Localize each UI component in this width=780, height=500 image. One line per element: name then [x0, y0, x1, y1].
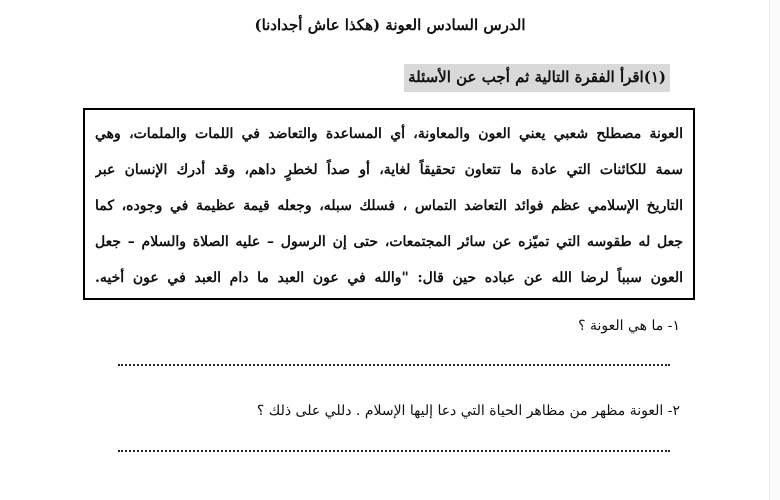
passage-line: سمة للكائنات التي عادة ما تتعاون تحقيقاً لغاية، أو صداً لخطرٍ داهم، وقد أدرك الإنسان عبر: [95, 162, 683, 178]
question-1: ١- ما هي العونة ؟: [578, 318, 680, 334]
lesson-title: الدرس السادس العونة (هكذا عاش أجدادنا): [254, 16, 526, 34]
passage-line: التاريخ الإسلامي عظم فوائد التعاضد التماس ، فسلك سبله، وجعله قيمة عظيمة في وجوده، كما: [95, 198, 683, 214]
passage-line: العونة مصطلح شعبي يعني العون والمعاونة، أي المساعدة والتعاضد في اللمات والملمات، وهي: [95, 126, 683, 142]
page-edge: [769, 0, 780, 500]
instruction-heading: (١)اقرأ الفقرة التالية ثم أجب عن الأسئلة: [404, 64, 670, 92]
passage-line: جعل له طقوسه التي تميّزه عن سائر المجتمعات، حتى إن الرسول – عليه الصلاة والسلام – جعل: [95, 234, 683, 250]
passage-box: [83, 108, 695, 300]
passage-line: العون سبباً لرضا الله عن عباده حين قال: "والله في عون العبد ما دام العبد في عون أخيه.: [95, 270, 683, 286]
answer-line-1[interactable]: [118, 364, 670, 366]
question-2: ٢- العونة مظهر من مظاهر الحياة التي دعا إليها الإسلام . دللي على ذلك ؟: [256, 403, 680, 419]
answer-line-2[interactable]: [118, 450, 670, 452]
